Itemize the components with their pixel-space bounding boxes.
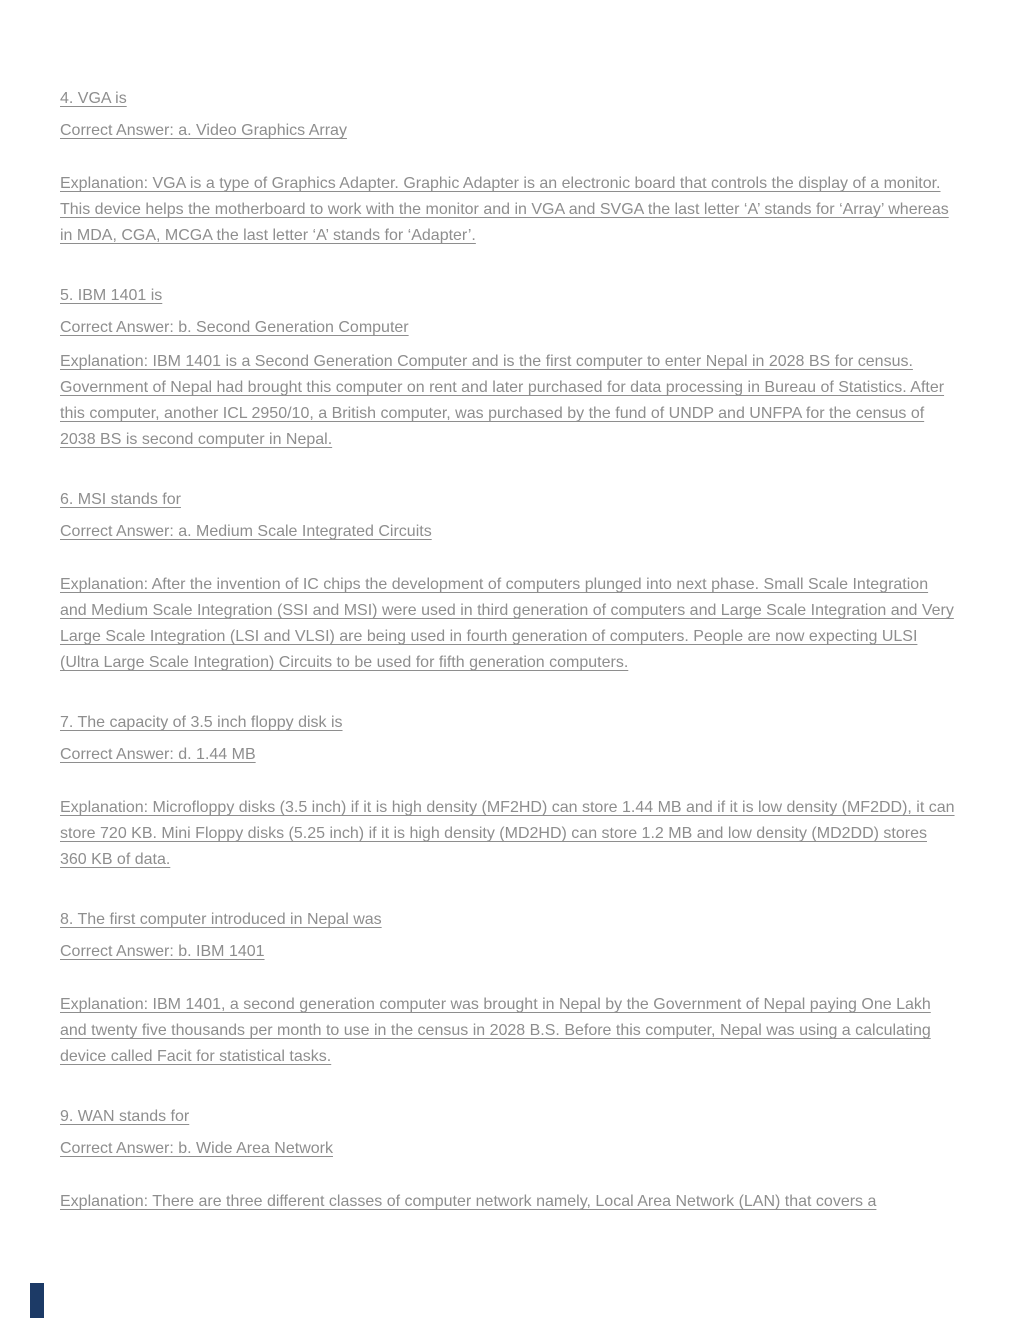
explanation-text: Explanation: VGA is a type of Graphics Adapter. Graphic Adapter is an electronic board that controls the display of a monitor. This device helps the motherboard to work with the monitor and in VGA and SVGA the last letter ‘A’ stands for ‘Array’ whereas in MDA, CGA, MCGA the last letter ‘A’ stands for ‘Adapter’. xyxy=(60,175,949,244)
qa-section-q4 xyxy=(60,86,958,249)
question-text: 6. MSI stands for xyxy=(60,491,181,508)
correct-answer-text: Correct Answer: a. Medium Scale Integrated Circuits xyxy=(60,523,432,540)
question-text: 7. The capacity of 3.5 inch floppy disk is xyxy=(60,714,343,731)
qa-section-q8 xyxy=(60,907,958,1070)
question-text: 5. IBM 1401 is xyxy=(60,287,163,304)
qa-section-q6 xyxy=(60,487,958,676)
explanation-text: Explanation: IBM 1401, a second generation computer was brought in Nepal by the Government of Nepal paying One Lakh and twenty five thousands per month to use in the census in 2028 B.S. Before this computer, Nepal was using a calculating device called Facit for statistical tasks. xyxy=(60,996,931,1065)
question-text: 8. The first computer introduced in Nepal was xyxy=(60,911,382,928)
qa-section-q7 xyxy=(60,710,958,873)
explanation-text: Explanation: IBM 1401 is a Second Generation Computer and is the first computer to enter Nepal in 2028 BS for census. Government of Nepal had brought this computer on rent and later purchased for data processing in Bureau of Statistics. After this computer, another ICL 2950/10, a British computer, was purchased by the fund of UNDP and UNFPA for the census of 2038 BS is second computer in Nepal. xyxy=(60,353,945,448)
quiz-answers-document xyxy=(60,86,958,1215)
qa-section-q5 xyxy=(60,283,958,453)
correct-answer-text: Correct Answer: b. IBM 1401 xyxy=(60,943,265,960)
explanation-text: Explanation: There are three different classes of computer network namely, Local Area Network (LAN) that covers a xyxy=(60,1193,877,1210)
qa-section-q9 xyxy=(60,1104,958,1215)
correct-answer-text: Correct Answer: d. 1.44 MB xyxy=(60,746,256,763)
question-text: 4. VGA is xyxy=(60,90,127,107)
explanation-text: Explanation: Microfloppy disks (3.5 inch) if it is high density (MF2HD) can store 1.44 MB and if it is low density (MF2DD), it can store 720 KB. Mini Floppy disks (5.25 inch) if it is high density (MD2HD) can store 1.2 MB and low density (MD2DD) stores 360 KB of data. xyxy=(60,799,955,868)
explanation-text: Explanation: After the invention of IC chips the development of computers plunged into next phase. Small Scale Integration and Medium Scale Integration (SSI and MSI) were used in third generation of computers and Large Scale Integration and Very Large Scale Integration (LSI and VLSI) are being used in fourth generation of computers. People are now expecting ULSI (Ultra Large Scale Integration) Circuits to be used for fifth generation computers. xyxy=(60,576,954,671)
correct-answer-text: Correct Answer: a. Video Graphics Array xyxy=(60,122,347,139)
bottom-left-blue-fragment xyxy=(30,1283,44,1318)
correct-answer-text: Correct Answer: b. Wide Area Network xyxy=(60,1140,333,1157)
correct-answer-text: Correct Answer: b. Second Generation Computer xyxy=(60,319,409,336)
question-text: 9. WAN stands for xyxy=(60,1108,190,1125)
